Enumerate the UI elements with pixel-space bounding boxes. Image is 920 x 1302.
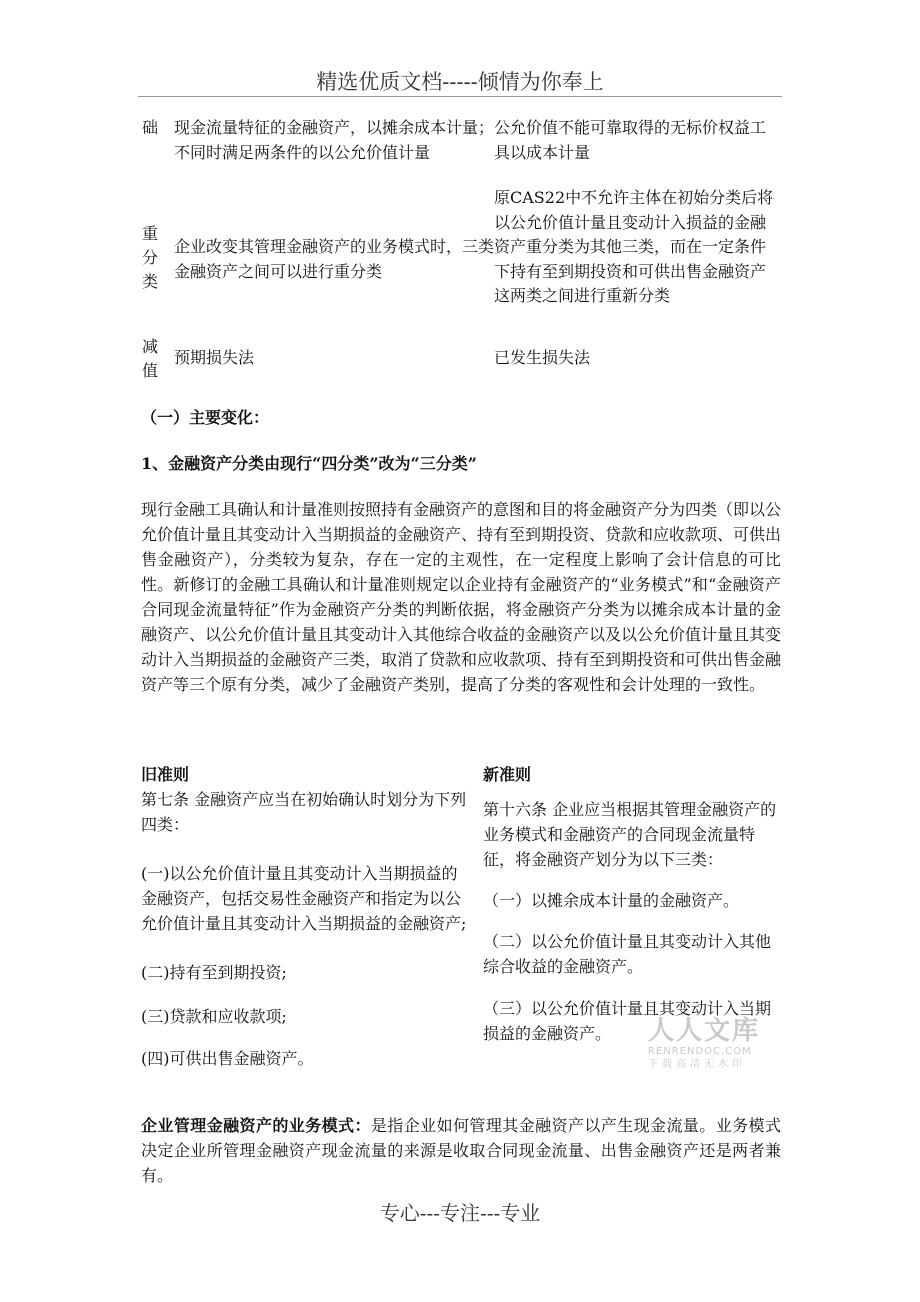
page-header: 精选优质文档-----倾情为你奉上 xyxy=(316,70,604,94)
table-cell-basis-new: 现金流量特征的金融资产，以摊余成本计量；不同时满足两条件的以公允价值计量 xyxy=(174,118,495,162)
business-model-paragraph xyxy=(141,1113,781,1188)
new-standard-title: 新准则 xyxy=(483,765,532,784)
watermark-logo xyxy=(648,1016,778,1072)
watermark-title: 人人文库 xyxy=(648,1016,761,1046)
table-row-label-impair: 减值 xyxy=(141,337,158,380)
page-footer: 专心---专注---专业 xyxy=(379,1201,541,1225)
header-divider xyxy=(138,96,782,97)
new-standard-column xyxy=(483,762,781,1046)
table-row-label-basis: 础 xyxy=(141,118,158,137)
section-paragraph: 现行金融工具确认和计量准则按照持有金融资产的意图和目的将金融资产分为四类（即以公允价值计量且其变动计入当期损益的金融资产、持有至到期投资、贷款和应收款项、可供出售金融资产），分类较为复杂，存在一定的主观性，在一定程度上影响了会计信息的可比性。新修订的金融工具确认和计量准则规定以企业持有金融资产的“业务模式”和“金融资产合同现金流量特征”作为金融资产分类的判断依据，将金融资产分类为以摊余成本计量的金融资产、以公允价值计量且其变动计入其他综合收益的金融资产以及以公允价值计量且其变动计入当期损益的金融资产三类，取消了贷款和应收款项、持有至到期投资和可供出售金融资产等三个原有分类，减少了金融资产类别，提高了分类的客观性和会计处理的一致性。 xyxy=(141,500,782,694)
table-cell-impair-new: 预期损失法 xyxy=(174,348,255,367)
old-standard-item-1: (一)以公允价值计量且其变动计入当期损益的金融资产，包括交易性金融资产和指定为以公允价值计量且其变动计入当期损益的金融资产; xyxy=(141,864,467,933)
old-standard-intro: 第七条 金融资产应当在初始确认时划分为下列四类： xyxy=(141,790,467,834)
table-cell-basis-old: 公允价值不能可靠取得的无标价权益工具以成本计量 xyxy=(494,118,767,162)
old-standard-column xyxy=(141,762,473,1071)
new-standard-item-1: （一）以摊余成本计量的金融资产。 xyxy=(483,891,740,910)
section-heading: （一）主要变化： xyxy=(141,408,270,427)
new-standard-intro: 第十六条 企业应当根据其管理金融资产的业务模式和金融资产的合同现金流量特征，将金融资产划分为以下三类： xyxy=(483,800,777,869)
section-subheading: 1、金融资产分类由现行“四分类”改为“三分类” xyxy=(141,454,477,473)
old-standard-title: 旧准则 xyxy=(141,765,190,784)
business-model-term: 企业管理金融资产的业务模式： xyxy=(141,1116,371,1135)
old-standard-item-2: (二)持有至到期投资; xyxy=(141,963,287,982)
table-cell-impair-old: 已发生损失法 xyxy=(494,348,591,367)
table-cell-reclass-old: 原CAS22中不允许主体在初始分类后将以公允价值计量且变动计入损益的金融资产重分类为其他三类，而在一定条件下持有至到期投资和可供出售金融资产这两类之间进行重新分类 xyxy=(494,188,774,305)
watermark-url: RENRENDOC.COM xyxy=(648,1046,752,1057)
new-standard-item-2: （二）以公允价值计量且其变动计入其他综合收益的金融资产。 xyxy=(483,932,772,976)
old-standard-item-3: (三)贷款和应收款项; xyxy=(141,1007,287,1026)
watermark-subtitle: 下载高清无水印 xyxy=(648,1059,746,1070)
new-standard-item-3: （三）以公允价值计量且其变动计入当期损益的金融资产。 xyxy=(483,999,772,1043)
business-model-definition: 是指企业如何管理其金融资产以产生现金流量。业务模式决定企业所管理金融资产现金流量的来源是收取合同现金流量、出售金融资产还是两者兼有。 xyxy=(141,1116,781,1185)
table-cell-reclass-new: 企业改变其管理金融资产的业务模式时，三类金融资产之间可以进行重分类 xyxy=(174,237,495,281)
table-row-label-reclass: 重分类 xyxy=(141,224,158,291)
old-standard-item-4: (四)可供出售金融资产。 xyxy=(141,1049,314,1068)
